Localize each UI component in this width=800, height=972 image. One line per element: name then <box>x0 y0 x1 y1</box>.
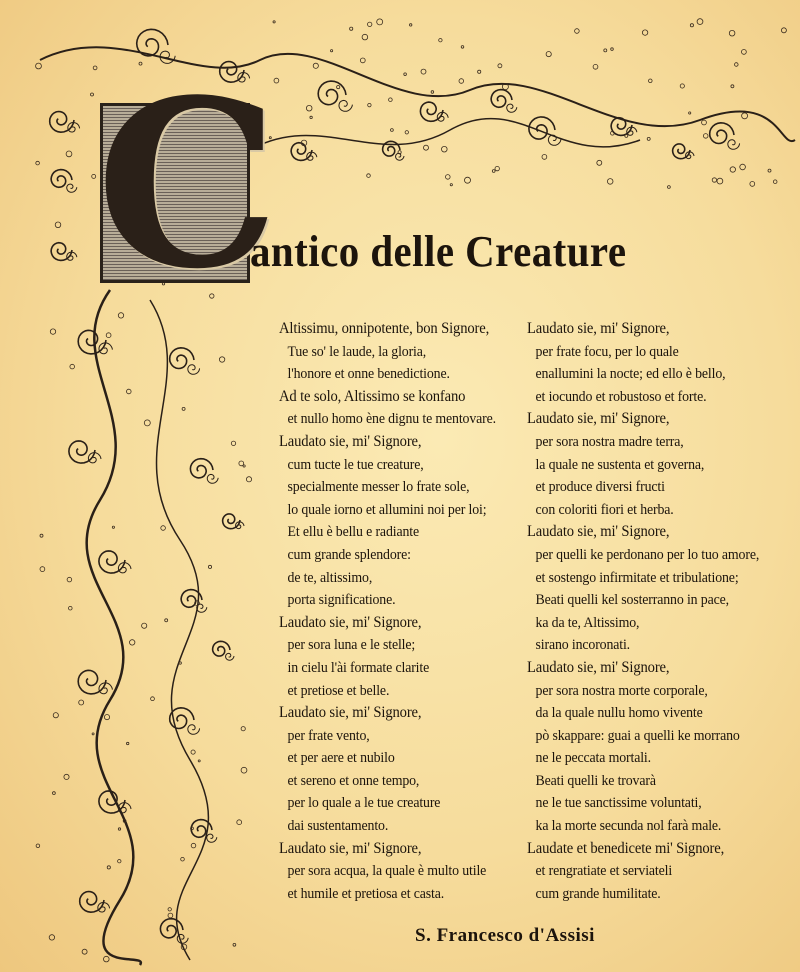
poem-line: per sora luna e le stelle; <box>287 637 416 654</box>
floret <box>742 113 748 119</box>
vine-scroll <box>207 474 218 483</box>
floret <box>391 129 394 132</box>
poem-line: cum grande humilitate. <box>535 885 661 902</box>
floret <box>611 48 614 51</box>
poem-line: lo quale iorno et allumini noi per loi; <box>287 501 487 518</box>
floret <box>246 477 251 482</box>
vine-scroll <box>78 330 106 354</box>
floret <box>604 49 607 52</box>
poem-line: per quelli ke perdonano per lo tuo amore, <box>535 546 760 563</box>
floret <box>79 700 84 705</box>
floret <box>40 567 45 572</box>
vine-scroll <box>50 112 74 133</box>
poem-line: et pretiose et belle. <box>287 682 390 699</box>
poem-line: ka da te, Altissimo, <box>535 614 640 631</box>
poem-line: ne le peccata mortali. <box>535 750 651 767</box>
poem-line: ne le tue sanctissime voluntati, <box>535 795 702 812</box>
floret <box>92 733 94 735</box>
floret <box>233 943 236 946</box>
poem-line: Laudato sie, mi' Signore, <box>279 704 422 722</box>
floret <box>82 949 87 954</box>
poem-line: enallumini la nocte; ed ello è bello, <box>535 366 726 383</box>
floret <box>70 364 75 369</box>
floret <box>104 715 109 720</box>
poem-line: Ad te solo, Altissimo se konfano <box>279 387 466 405</box>
floret <box>50 329 55 334</box>
floret <box>781 28 786 33</box>
floret <box>442 146 448 152</box>
floret <box>360 58 365 63</box>
poem-line: Laudato sie, mi' Signore, <box>527 320 670 337</box>
floret <box>690 24 693 27</box>
vine-stem <box>250 119 640 150</box>
floret <box>689 112 691 114</box>
vine-scroll <box>188 725 200 735</box>
floret <box>546 52 551 57</box>
floret <box>273 21 275 23</box>
floret <box>241 767 247 773</box>
vine-stem <box>150 300 208 960</box>
floret <box>142 623 147 628</box>
poem-line: per sora nostra morte corporale, <box>535 682 708 699</box>
floret <box>191 843 196 848</box>
floret <box>697 19 703 25</box>
vine-stem <box>87 290 141 965</box>
poem-line: Laudato sie, mi' Signore, <box>527 658 670 676</box>
floret <box>459 79 464 84</box>
floret <box>36 63 42 69</box>
poem-line: Tue so' le laude, la gloria, <box>287 343 427 360</box>
floret <box>731 85 734 88</box>
poem-line: da la quale nullu homo vivente <box>535 705 703 722</box>
poem-line: et produce diversi fructi <box>535 479 665 496</box>
floret <box>168 913 173 918</box>
poem-line: Laudate et benedicete mi' Signore, <box>527 839 725 857</box>
vine-scroll <box>420 102 443 121</box>
floret <box>118 860 121 863</box>
vine-scroll <box>67 184 77 192</box>
floret <box>649 79 653 83</box>
floret <box>362 34 368 40</box>
floret <box>337 86 340 89</box>
poem-line: con coloriti fiori et herba. <box>535 501 674 518</box>
page-title: antico delle Creature <box>250 227 627 276</box>
floret <box>91 93 94 96</box>
poem-line: Et ellu è bellu e radiante <box>287 524 419 541</box>
poem-line: l'honore et onne benedictione. <box>287 366 450 383</box>
floret <box>239 461 244 466</box>
floret <box>729 30 735 36</box>
poem-line: et nullo homo ène dignu te mentovare. <box>287 411 496 428</box>
floret <box>67 577 72 582</box>
floret <box>421 69 426 74</box>
floret <box>575 29 580 34</box>
floret <box>450 184 452 186</box>
poem-line: per lo quale a le tue creature <box>287 795 441 812</box>
floret <box>717 178 723 184</box>
floret <box>237 820 242 825</box>
floret <box>144 420 150 426</box>
floret <box>389 98 393 102</box>
floret <box>742 50 747 55</box>
poem-line: et sereno et onne tempo, <box>287 772 420 789</box>
poem-line: cum grande splendore: <box>287 546 411 563</box>
floret <box>66 151 72 157</box>
floret <box>127 742 129 744</box>
floret <box>36 161 40 165</box>
poem-line: Altissimu, onnipotente, bon Signore, <box>279 320 490 337</box>
floret <box>750 182 755 187</box>
floret <box>191 750 195 754</box>
poem-line: porta significatione. <box>287 592 396 609</box>
floret <box>368 22 372 26</box>
floret <box>431 91 434 94</box>
poem-line: Laudato sie, mi' Signore, <box>279 839 422 857</box>
floret <box>104 956 110 962</box>
floret <box>313 63 318 68</box>
floret <box>53 713 58 718</box>
floret <box>773 180 777 184</box>
poem-line: de te, altissimo, <box>287 569 373 586</box>
poem-line: Laudato sie, mi' Signore, <box>527 410 670 428</box>
floret <box>151 697 155 701</box>
floret <box>53 792 56 795</box>
floret <box>680 84 684 88</box>
floret <box>181 857 185 861</box>
poem-line: per frate focu, per lo quale <box>535 343 679 360</box>
poem-line: et humile et pretiosa et casta. <box>287 885 445 902</box>
poem-line: et iocundo et robustoso et forte. <box>535 388 707 405</box>
poem-line: pò skappare: guai a quelli ke morrano <box>535 727 740 744</box>
illuminated-initial-letter: C <box>96 50 280 320</box>
poem-line: Beati quelli kel sosterranno in pace, <box>535 592 729 609</box>
floret <box>730 167 735 172</box>
floret <box>219 357 224 362</box>
floret <box>118 828 120 830</box>
poem-line: et rengratiate et serviateli <box>535 863 673 880</box>
vine-scroll <box>507 104 517 112</box>
floret <box>478 70 481 73</box>
floret <box>40 534 43 537</box>
vine-scroll <box>673 144 690 159</box>
vine-scroll <box>177 934 188 943</box>
poem-line: per sora acqua, la quale è multo utile <box>287 863 487 880</box>
poem-line: Laudato sie, mi' Signore, <box>279 613 422 631</box>
vine-scroll <box>99 551 125 573</box>
vine-scroll <box>69 441 95 463</box>
floret <box>607 179 613 185</box>
floret <box>461 46 464 49</box>
vine-scroll <box>728 140 740 150</box>
vine-scroll <box>51 243 72 261</box>
floret <box>208 565 211 568</box>
poem-line: per sora nostra madre terra, <box>535 433 684 450</box>
vine-scroll <box>291 143 312 161</box>
vine-scroll <box>207 834 217 842</box>
poem-line: in cielu l'ài formate clarite <box>287 659 430 676</box>
floret <box>107 866 110 869</box>
floret <box>36 844 40 848</box>
poem-line: la quale ne sustenta et governa, <box>535 456 705 473</box>
floret <box>668 186 671 189</box>
floret <box>112 526 114 528</box>
poem-line: Laudato sie, mi' Signore, <box>279 432 422 450</box>
poem-line: dai sustentamento. <box>287 818 389 835</box>
floret <box>703 134 708 139</box>
author-signature: S. Francesco d'Assisi <box>415 925 595 946</box>
floret <box>446 175 451 180</box>
floret <box>404 73 407 76</box>
poem-line: ka la morte secunda nol farà male. <box>535 818 722 835</box>
floret <box>350 27 353 30</box>
floret <box>241 727 245 731</box>
floret <box>498 64 502 68</box>
floret <box>179 662 181 664</box>
floret <box>702 120 707 125</box>
floret <box>439 39 442 42</box>
poem-line: sirano incoronati. <box>535 637 631 654</box>
floret <box>768 169 771 172</box>
floret <box>367 174 371 178</box>
floret <box>735 63 739 67</box>
poem-left-column <box>279 318 507 905</box>
floret <box>168 908 171 911</box>
floret <box>642 30 647 35</box>
floret <box>130 640 135 645</box>
floret <box>593 64 598 69</box>
vine-scroll <box>223 514 240 529</box>
floret <box>410 24 412 26</box>
floret <box>69 606 73 610</box>
floret <box>740 164 746 170</box>
floret <box>405 131 408 134</box>
floret <box>310 116 312 118</box>
floret <box>165 619 168 622</box>
floret <box>55 222 61 228</box>
floret <box>495 166 499 170</box>
vine-scroll <box>396 153 404 160</box>
floret <box>198 760 200 762</box>
poem-line: Beati quelli ke trovarà <box>535 772 656 789</box>
floret <box>377 19 383 25</box>
floret <box>492 170 495 173</box>
poem-line: per frate vento, <box>287 727 370 744</box>
vine-scroll <box>78 670 106 694</box>
vine-scroll <box>188 365 200 375</box>
poem-line: specialmente messer lo frate sole, <box>287 479 470 496</box>
floret <box>127 389 132 394</box>
vine-scroll <box>226 653 234 660</box>
floret <box>49 935 54 940</box>
poem-line: et sostengo infirmitate et tribulatione; <box>535 569 739 586</box>
poem-line: cum tucte le tue creature, <box>287 456 424 473</box>
floret <box>597 160 602 165</box>
floret <box>331 50 333 52</box>
floret <box>424 145 429 150</box>
floret <box>542 155 547 160</box>
floret <box>368 103 371 106</box>
poem-right-column <box>527 318 771 905</box>
vine-scroll <box>339 100 352 111</box>
floret <box>182 407 185 410</box>
poem-line: Laudato sie, mi' Signore, <box>527 523 670 541</box>
floret <box>231 441 235 445</box>
floret <box>64 774 69 779</box>
floret <box>106 333 111 338</box>
floret <box>161 526 166 531</box>
floret <box>712 178 716 182</box>
floret <box>465 177 471 183</box>
floret <box>306 105 312 111</box>
vine-scroll <box>80 892 104 913</box>
poem-line: et per aere et nubilo <box>287 750 395 767</box>
floret <box>647 137 650 140</box>
